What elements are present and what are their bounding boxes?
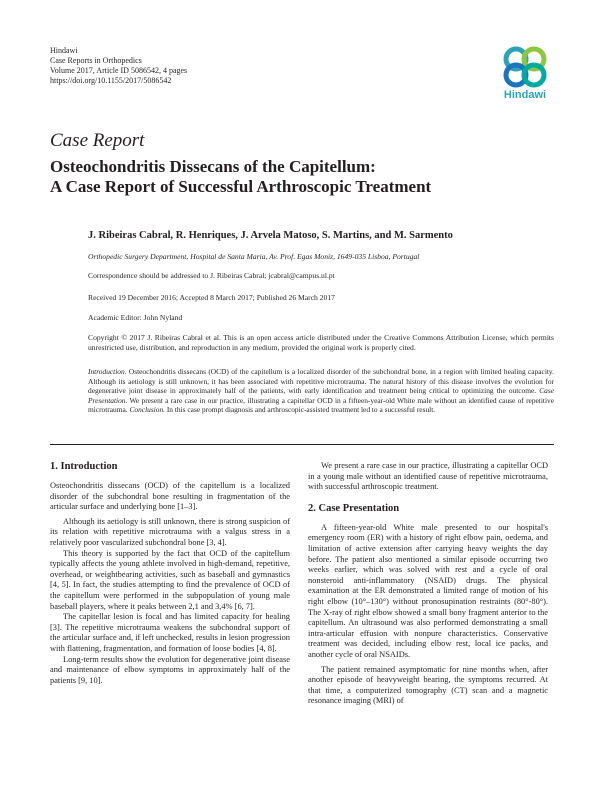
body-paragraph: A fifteen-year-old White male presented to our hospital's emergency room (ER) with a history of right elbow pain, oedema, and limitation of active extension after carrying heavy weights the day before. The patient also mentioned a similar episode occurring two weeks earlier, which was solved with rest and a cycle of oral nonsteroid anti-inflammatory (NSAID) drugs. The physical examination at the ER demonstrated a limited range of motion of his right elbow (10°–130°) without pronosupination restraints (80°-80°). The X-ray of right elbow showed a small bony fragment anterior to the capitellum. An ultrasound was also performed demonstrating a small intra-articular effusion with nonpure characteristics. Conservative treatment was decided, including elbow rest, local ice packs, and another cycle of oral NSAIDs. [308, 522, 548, 659]
body-paragraph: Although its aetiology is still unknown, there is strong suspicion of its relation with repetitive microtrauma with a valgus stress in a relatively poor vascularized subchondral bone [3, 4]. [50, 516, 290, 547]
volume-info: Volume 2017, Article ID 5086542, 4 pages [50, 66, 188, 75]
body-paragraph: We present a rare case in our practice, illustrating a capitellar OCD in a young male without an identified cause of repetitive microtrauma, with successful arthroscopic treatment. [308, 461, 548, 492]
abstract [88, 367, 554, 415]
affiliation: Orthopedic Surgery Department, Hospital de Santa Maria, Av. Prof. Egas Moniz, 1649-035 Lisboa, Portugal [88, 252, 420, 261]
hindawi-logo-icon [497, 42, 553, 88]
abstract-case-label: Case Presentation. [88, 386, 554, 405]
body-paragraph: Osteochondritis dissecans (OCD) of the capitellum is a localized disorder of the subchondral bone resulting in fragmentation of the articular surface and underlying bone [1–3]. [50, 481, 290, 512]
article-kind: Case Report [50, 130, 145, 151]
article-title [50, 157, 560, 197]
body-paragraph: Long-term results show the evolution for degenerative joint disease and maintenance of elbow symptoms in approximately half of the patients [9, 10]. [50, 654, 290, 685]
section-heading-case-presentation: 2. Case Presentation [308, 502, 400, 514]
abstract-intro-label: Introduction. [88, 367, 127, 376]
abstract-conclusion-label: Conclusion. [129, 405, 165, 415]
author-list: J. Ribeiras Cabral, R. Henriques, J. Arvela Matoso, S. Martins, and M. Sarmento [88, 230, 453, 241]
journal-name: Case Reports in Orthopedics [50, 56, 142, 65]
body-paragraph: This theory is supported by the fact that OCD of the capitellum typically affects the young athlete involved in high-demand, repetitive, overhead, or weightbearing activities, such as baseball and gymnastics [4, 5]. In fact, the studies attempting to find the prevalence of OCD of the capitellum were performed in the subpopulation of young male baseball players, where it peaks between 2,1 and 3,4% [6, 7]. [50, 548, 290, 611]
abstract-intro-text: Osteochondritis dissecans (OCD) of the capitellum is a localized disorder of the subchondral bone, in a region with limited healing capacity. Although its aetiology is still unknown, it has been associated with repetitive microtrauma. The natural history of this disease involves the evolution for degenerative joint disease in approximately half of the patients, with early identification and treatment being critical to optimizing the outcome. [88, 367, 554, 396]
section-heading-introduction: 1. Introduction [50, 461, 118, 472]
journal-header [50, 46, 187, 86]
title-line-1: Osteochondritis Dissecans of the Capitellum: [50, 157, 376, 176]
correspondence: Correspondence should be addressed to J. Ribeiras Cabral; jcabral@campus.ul.pt [88, 271, 335, 280]
abstract-conclusion-text: In this case prompt diagnosis and arthroscopic-assisted treatment led to a successful result. [165, 405, 436, 415]
hindawi-logo [497, 42, 553, 104]
body-paragraph: The capitellar lesion is focal and has limited capacity for healing [3]. The repetitive microtrauma weakens the subchondral support of the articular surface and, if left unchecked, results in lesion progression with flattening, fragmentation, and formation of loose bodies [4, 8]. [50, 612, 290, 653]
copyright-notice: Copyright © 2017 J. Ribeiras Cabral et al. This is an open access article distributed under the Creative Commons Attribution License, which permits unrestricted use, distribution, and reproduction in any medium, provided the original work is properly cited. [88, 333, 554, 352]
academic-editor: Academic Editor: John Nyland [88, 313, 183, 322]
publication-dates: Received 19 December 2016; Accepted 8 March 2017; Published 26 March 2017 [88, 293, 335, 302]
abstract-case-text: We present a rare case in our practice, illustrating a capitellar OCD in a fifteen-year-old White male without an identified cause of repetitive microtrauma. [88, 395, 554, 415]
publisher-name: Hindawi [50, 46, 78, 55]
body-paragraph: The patient remained asymptomatic for nine months when, after another episode of heavyweight bearing, the symptoms recurred. At that time, a computerized tomography (CT) scan and a magnetic resonance imaging (MRI) of [308, 664, 548, 706]
title-line-2: A Case Report of Successful Arthroscopic Treatment [50, 177, 432, 196]
logo-wordmark: Hindawi [503, 89, 547, 101]
right-column [308, 461, 548, 707]
left-column [50, 461, 290, 686]
doi-link[interactable]: https://doi.org/10.1155/2017/5086542 [50, 76, 172, 85]
abstract-divider [50, 444, 554, 445]
